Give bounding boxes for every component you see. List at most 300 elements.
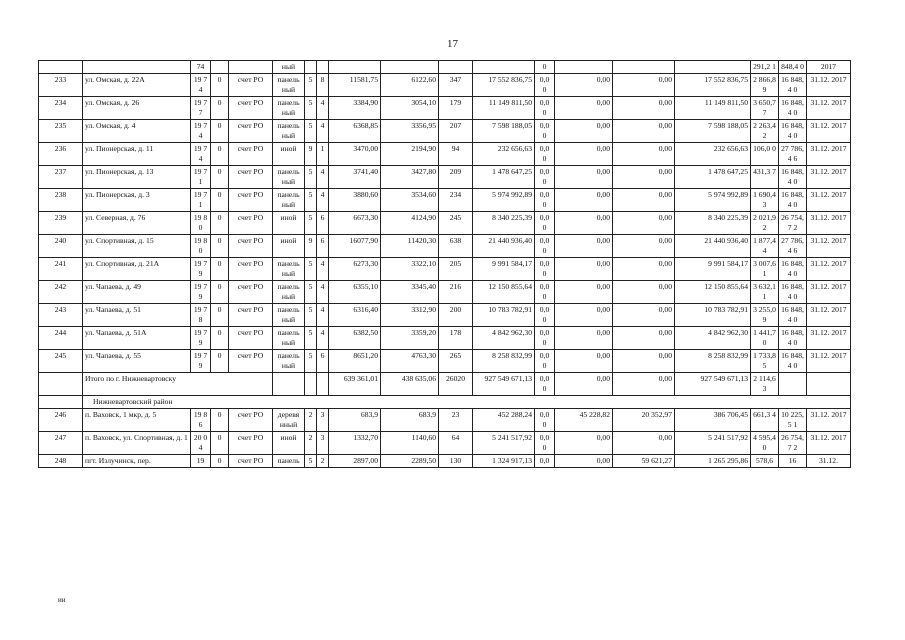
table-cell: 0,0 0 — [535, 350, 555, 373]
table-cell: 0,0 0 — [535, 143, 555, 166]
table-cell: 0 — [211, 304, 229, 327]
table-cell: 0 — [211, 166, 229, 189]
table-cell: пгт. Излучинск, пер. — [83, 455, 191, 468]
table-cell: 6122,60 — [381, 74, 439, 97]
table-cell: 31.12. 2017 — [807, 258, 851, 281]
table-cell — [439, 61, 473, 74]
table-cell: 1 441,7 0 — [751, 327, 779, 350]
table-cell: 3880,60 — [329, 189, 381, 212]
table-cell: 3 632,1 1 — [751, 281, 779, 304]
page-number: 17 — [447, 38, 458, 50]
table-cell: 5 241 517,92 — [675, 432, 751, 455]
table-cell: 207 — [439, 120, 473, 143]
table-cell: 64 — [439, 432, 473, 455]
table-cell: п. Ваховск, 1 мкр, д. 5 — [83, 409, 191, 432]
table-cell: 0,0 0 — [535, 373, 555, 396]
table-cell: 0,00 — [555, 74, 613, 97]
table-cell: 0,0 0 — [535, 409, 555, 432]
table-cell: 6368,85 — [329, 120, 381, 143]
table-cell: 848,4 0 — [779, 61, 807, 74]
table-cell: 27 786,4 6 — [779, 143, 807, 166]
table-cell: деревя нный — [273, 409, 305, 432]
table-cell: Итого по г. Нижневартовску — [83, 373, 273, 396]
table-cell: 0,00 — [613, 189, 675, 212]
table-cell: 5 974 992,89 — [473, 189, 535, 212]
table-cell: 19 74 — [191, 74, 211, 97]
table-cell: 31.12. 2017 — [807, 235, 851, 258]
table-cell: 244 — [39, 327, 83, 350]
table-cell: 0,00 — [555, 304, 613, 327]
table-cell: 0 — [211, 258, 229, 281]
table-cell: 4 — [317, 327, 329, 350]
table-cell: 0,00 — [555, 143, 613, 166]
table-cell: 0,00 — [613, 281, 675, 304]
table-cell: счет РО — [229, 74, 273, 97]
table-cell — [39, 396, 83, 409]
table-cell: 0,00 — [555, 350, 613, 373]
table-cell: 178 — [439, 327, 473, 350]
table-cell: 31.12. 2017 — [807, 350, 851, 373]
table-cell: 16 848,4 0 — [779, 120, 807, 143]
table-cell: 31.12. 2017 — [807, 212, 851, 235]
table-cell: 31.12. 2017 — [807, 74, 851, 97]
table-cell: 9 991 584,17 — [473, 258, 535, 281]
table-row-continued — [39, 61, 851, 74]
table-cell: 4 — [317, 97, 329, 120]
table-cell: 0 — [211, 409, 229, 432]
table-cell: 9 — [305, 235, 317, 258]
table-cell: 0,0 0 — [535, 235, 555, 258]
table-cell: 5 — [305, 97, 317, 120]
table-cell: 0,00 — [555, 258, 613, 281]
table-cell: 3 255,0 9 — [751, 304, 779, 327]
table-cell: 3 650,7 7 — [751, 97, 779, 120]
table-cell: 16 848,4 0 — [779, 189, 807, 212]
table-cell — [317, 373, 329, 396]
table-cell: 639 361,01 — [329, 373, 381, 396]
table-cell: 241 — [39, 258, 83, 281]
table-cell: 4 842 962,30 — [675, 327, 751, 350]
table-cell: 16 848,4 0 — [779, 97, 807, 120]
table-cell: 0,00 — [555, 166, 613, 189]
table-cell: 19 79 — [191, 281, 211, 304]
table-cell: 2017 — [807, 61, 851, 74]
table-cell: 19 71 — [191, 189, 211, 212]
table-cell: 232 656,63 — [675, 143, 751, 166]
table-cell: 5 — [305, 327, 317, 350]
table-cell: 438 635,06 — [381, 373, 439, 396]
table-cell: 5 — [305, 120, 317, 143]
table-cell: 1 877,4 4 — [751, 235, 779, 258]
table-cell: 242 — [39, 281, 83, 304]
table-cell: 2 — [317, 455, 329, 468]
table-cell: 4 842 962,30 — [473, 327, 535, 350]
table-cell: 11581,75 — [329, 74, 381, 97]
table-cell: 0,0 — [535, 455, 555, 468]
table-cell: 5 — [305, 281, 317, 304]
table-cell: 3470,00 — [329, 143, 381, 166]
table-cell: 0,00 — [555, 455, 613, 468]
table-cell: 26 754,7 2 — [779, 212, 807, 235]
table-cell: 31.12. 2017 — [807, 304, 851, 327]
table-cell: счет РО — [229, 97, 273, 120]
table-cell: 236 — [39, 143, 83, 166]
table-cell: 10 783 782,91 — [675, 304, 751, 327]
table-cell: ул. Спортивная, д. 21А — [83, 258, 191, 281]
table-cell: ул. Чапаева, д. 55 — [83, 350, 191, 373]
table-cell: 3054,10 — [381, 97, 439, 120]
table-cell: 3427,80 — [381, 166, 439, 189]
table-cell: 17 552 836,75 — [675, 74, 751, 97]
table-cell: 3359,20 — [381, 327, 439, 350]
table-cell: панель ный — [273, 304, 305, 327]
table-cell: 3741,40 — [329, 166, 381, 189]
table-cell: 5 — [305, 258, 317, 281]
table-cell: 31.12. 2017 — [807, 120, 851, 143]
table-cell: 927 549 671,13 — [675, 373, 751, 396]
table-cell — [305, 373, 317, 396]
table-cell: иной — [273, 212, 305, 235]
table-cell: 0,00 — [555, 97, 613, 120]
table-cell: 0,00 — [555, 327, 613, 350]
table-cell: счет РО — [229, 235, 273, 258]
table-cell: 0,00 — [613, 97, 675, 120]
table-cell: 5 — [305, 455, 317, 468]
table-cell: 578,6 — [751, 455, 779, 468]
table-cell: 6382,50 — [329, 327, 381, 350]
table-cell: 31.12. 2017 — [807, 281, 851, 304]
table-cell: 0,00 — [613, 212, 675, 235]
table-cell: счет РО — [229, 166, 273, 189]
table-cell: 31.12. 2017 — [807, 327, 851, 350]
table-cell: ул. Чапаева, д. 51 — [83, 304, 191, 327]
table-cell: 8 258 832,99 — [675, 350, 751, 373]
table-cell: 31.12. 2017 — [807, 166, 851, 189]
table-cell: 20 352,97 — [613, 409, 675, 432]
table-cell: счет РО — [229, 143, 273, 166]
table-cell: 31.12. 2017 — [807, 97, 851, 120]
table-cell: счет РО — [229, 189, 273, 212]
table-cell: 106,0 0 — [751, 143, 779, 166]
table-cell: 1 690,4 3 — [751, 189, 779, 212]
table-cell: 19 80 — [191, 212, 211, 235]
table-cell: 5 241 517,92 — [473, 432, 535, 455]
table-cell: 19 77 — [191, 97, 211, 120]
table-cell: 0 — [211, 455, 229, 468]
table-cell: 243 — [39, 304, 83, 327]
section-row — [39, 396, 851, 409]
table-cell: ул. Пионерская, д. 13 — [83, 166, 191, 189]
table-cell: 0,0 0 — [535, 304, 555, 327]
table-cell: 16 848,4 0 — [779, 74, 807, 97]
table-cell: 0,0 0 — [535, 258, 555, 281]
table-cell — [807, 373, 851, 396]
table-cell: 26020 — [439, 373, 473, 396]
table-cell: ул. Омская, д. 26 — [83, 97, 191, 120]
table-cell: 4 — [317, 189, 329, 212]
table-row — [39, 350, 851, 373]
table-cell: 7 598 188,05 — [473, 120, 535, 143]
table-cell: 6273,30 — [329, 258, 381, 281]
table-cell: 3534,60 — [381, 189, 439, 212]
table-cell: 0 — [211, 120, 229, 143]
table-cell: панель ный — [273, 327, 305, 350]
table-cell: 130 — [439, 455, 473, 468]
table-cell: ул. Пионерская, д. 11 — [83, 143, 191, 166]
table-cell: 5 — [305, 212, 317, 235]
table-cell: 2 021,9 2 — [751, 212, 779, 235]
table-cell: 5 974 992,89 — [675, 189, 751, 212]
table-cell: 2194,90 — [381, 143, 439, 166]
table-cell: 6673,30 — [329, 212, 381, 235]
table-cell: 0 — [211, 74, 229, 97]
table-cell: 0,00 — [555, 373, 613, 396]
table-cell: 3356,95 — [381, 120, 439, 143]
table-cell: панель ный — [273, 97, 305, 120]
table-cell: 19 78 — [191, 304, 211, 327]
table-cell: 4763,30 — [381, 350, 439, 373]
table-cell: 6 — [317, 235, 329, 258]
table-cell — [229, 61, 273, 74]
table-cell: 19 74 — [191, 120, 211, 143]
table-cell: ул. Омская, д. 22А — [83, 74, 191, 97]
total-row — [39, 373, 851, 396]
table-cell: 0,00 — [555, 235, 613, 258]
table-cell: 246 — [39, 409, 83, 432]
table-cell: 1 478 647,25 — [473, 166, 535, 189]
table-cell: панель ный — [273, 74, 305, 97]
table-cell: 0 — [211, 97, 229, 120]
table-cell: 0 — [211, 143, 229, 166]
table-cell: 4124,90 — [381, 212, 439, 235]
table-cell: 3 — [317, 409, 329, 432]
table-cell: 16 848,4 0 — [779, 304, 807, 327]
table-row — [39, 120, 851, 143]
table-cell: ул. Чапаева, д. 49 — [83, 281, 191, 304]
table-cell: ный — [273, 61, 305, 74]
table-cell: 17 552 836,75 — [473, 74, 535, 97]
table-cell: 6316,40 — [329, 304, 381, 327]
table-cell: 6 — [317, 212, 329, 235]
table-cell: 31.12. 2017 — [807, 189, 851, 212]
table-row — [39, 97, 851, 120]
table-cell: 16 848,4 0 — [779, 350, 807, 373]
table-cell: п. Ваховск, ул. Спортивная, д. 1 — [83, 432, 191, 455]
table-cell: 683,9 — [381, 409, 439, 432]
table-cell: 0 — [211, 327, 229, 350]
table-cell: 2 263,4 2 — [751, 120, 779, 143]
table-cell: 0,0 0 — [535, 120, 555, 143]
table-row — [39, 74, 851, 97]
table-cell: 0,00 — [613, 350, 675, 373]
table-cell — [381, 61, 439, 74]
table-cell: 2897,00 — [329, 455, 381, 468]
table-cell: 11420,30 — [381, 235, 439, 258]
table-cell: ул. Спортивная, д. 15 — [83, 235, 191, 258]
table-cell: 94 — [439, 143, 473, 166]
table-cell: 4 — [317, 258, 329, 281]
table-cell: 2 — [305, 409, 317, 432]
table-cell: 5 — [305, 166, 317, 189]
table-cell — [39, 373, 83, 396]
table-cell: 3 — [317, 432, 329, 455]
table-cell: 0,00 — [613, 432, 675, 455]
table-cell: 12 150 855,64 — [675, 281, 751, 304]
table-cell: 638 — [439, 235, 473, 258]
table-cell: 0,00 — [555, 212, 613, 235]
table-cell: 179 — [439, 97, 473, 120]
table-cell: панель ный — [273, 120, 305, 143]
table-cell: 0,00 — [613, 373, 675, 396]
table-cell: 19 79 — [191, 258, 211, 281]
table-cell: 247 — [39, 432, 83, 455]
table-cell: панель ный — [273, 281, 305, 304]
table-cell: 19 86 — [191, 409, 211, 432]
table-cell — [779, 373, 807, 396]
table-cell: 4 — [317, 304, 329, 327]
table-cell: 245 — [439, 212, 473, 235]
table-cell: 0 — [535, 61, 555, 74]
table-cell: 3322,10 — [381, 258, 439, 281]
table-row — [39, 281, 851, 304]
table-cell — [211, 61, 229, 74]
table-cell: 59 621,27 — [613, 455, 675, 468]
table-row — [39, 304, 851, 327]
table-cell: 19 — [191, 455, 211, 468]
table-cell: иной — [273, 235, 305, 258]
table-cell: счет РО — [229, 258, 273, 281]
table-cell: счет РО — [229, 409, 273, 432]
table-cell: 19 71 — [191, 166, 211, 189]
register-table — [38, 60, 851, 468]
table-cell: 0 — [211, 350, 229, 373]
table-row — [39, 166, 851, 189]
table-cell: 240 — [39, 235, 83, 258]
table-cell — [39, 61, 83, 74]
table-cell: 200 — [439, 304, 473, 327]
table-row — [39, 455, 851, 468]
table-cell: 6355,10 — [329, 281, 381, 304]
table-cell: 0,00 — [613, 258, 675, 281]
table-cell: 3384,90 — [329, 97, 381, 120]
table-cell: 45 228,82 — [555, 409, 613, 432]
table-cell — [317, 61, 329, 74]
table-cell: 0,00 — [555, 281, 613, 304]
table-cell: 0,0 0 — [535, 327, 555, 350]
table-cell: счет РО — [229, 304, 273, 327]
table-cell: 31.12. — [807, 455, 851, 468]
section-title: Нижневартовский район — [83, 396, 851, 409]
table-cell: 1332,70 — [329, 432, 381, 455]
table-cell: ул. Чапаева, д. 51А — [83, 327, 191, 350]
table-cell: ул. Пионерская, д. 3 — [83, 189, 191, 212]
table-cell: 31.12. 2017 — [807, 143, 851, 166]
table-cell: 11 149 811,50 — [675, 97, 751, 120]
table-cell: панель ный — [273, 350, 305, 373]
table-cell: 16 — [779, 455, 807, 468]
table-cell: 16 848,4 0 — [779, 166, 807, 189]
table-cell — [473, 61, 535, 74]
table-cell: 2 — [305, 432, 317, 455]
table-cell: 1 478 647,25 — [675, 166, 751, 189]
table-cell: 9 — [305, 143, 317, 166]
table-cell: 8 258 832,99 — [473, 350, 535, 373]
table-cell: счет РО — [229, 212, 273, 235]
table-cell: 9 991 584,17 — [675, 258, 751, 281]
table-cell: 233 — [39, 74, 83, 97]
table-cell: 0,00 — [613, 304, 675, 327]
table-cell: 21 440 936,40 — [675, 235, 751, 258]
table-row — [39, 258, 851, 281]
table-cell: 205 — [439, 258, 473, 281]
table-cell: 1 324 917,13 — [473, 455, 535, 468]
table-cell: 248 — [39, 455, 83, 468]
table-cell: панель ный — [273, 166, 305, 189]
table-cell: счет РО — [229, 281, 273, 304]
table-cell — [273, 373, 305, 396]
table-cell: 16 848,4 0 — [779, 258, 807, 281]
table-cell: 265 — [439, 350, 473, 373]
table-cell: 0,00 — [613, 143, 675, 166]
table-cell: 1140,60 — [381, 432, 439, 455]
table-cell: 4 595,4 0 — [751, 432, 779, 455]
table-cell: 19 74 — [191, 143, 211, 166]
table-cell: 26 754,7 2 — [779, 432, 807, 455]
table-cell: 12 150 855,64 — [473, 281, 535, 304]
table-cell: 386 706,45 — [675, 409, 751, 432]
table-cell: 0,00 — [613, 166, 675, 189]
table-cell: 1 — [317, 143, 329, 166]
table-cell — [329, 61, 381, 74]
table-cell: 234 — [439, 189, 473, 212]
table-cell: 0 — [211, 235, 229, 258]
table-cell: 0,00 — [555, 120, 613, 143]
table-cell: 235 — [39, 120, 83, 143]
table-cell: иной — [273, 143, 305, 166]
table-cell: 11 149 811,50 — [473, 97, 535, 120]
table-cell — [83, 61, 191, 74]
table-cell: 1 265 295,86 — [675, 455, 751, 468]
table-cell: 291,2 1 — [751, 61, 779, 74]
table-cell: 0,0 0 — [535, 212, 555, 235]
table-cell — [555, 61, 613, 74]
table-cell: 5 — [305, 350, 317, 373]
table-cell: 0,0 0 — [535, 166, 555, 189]
table-cell: 245 — [39, 350, 83, 373]
table-cell: счет РО — [229, 455, 273, 468]
table-cell: 0,0 0 — [535, 74, 555, 97]
table-cell: 10 783 782,91 — [473, 304, 535, 327]
table-cell: 8 — [317, 74, 329, 97]
table-cell: 3 007,6 1 — [751, 258, 779, 281]
table-cell: 661,3 4 — [751, 409, 779, 432]
table-cell — [613, 61, 675, 74]
table-cell: 4 — [317, 120, 329, 143]
table-row — [39, 143, 851, 166]
table-cell: 209 — [439, 166, 473, 189]
table-cell: 347 — [439, 74, 473, 97]
table-cell: 0,00 — [613, 235, 675, 258]
table-cell: 3345,40 — [381, 281, 439, 304]
table-cell: 238 — [39, 189, 83, 212]
table-cell: 8 340 225,39 — [473, 212, 535, 235]
table-cell: 5 — [305, 189, 317, 212]
table-cell: 0,0 0 — [535, 189, 555, 212]
table-cell: 19 79 — [191, 327, 211, 350]
table-cell: 31.12. 2017 — [807, 409, 851, 432]
table-cell: 2289,50 — [381, 455, 439, 468]
table-cell: 0,0 0 — [535, 432, 555, 455]
